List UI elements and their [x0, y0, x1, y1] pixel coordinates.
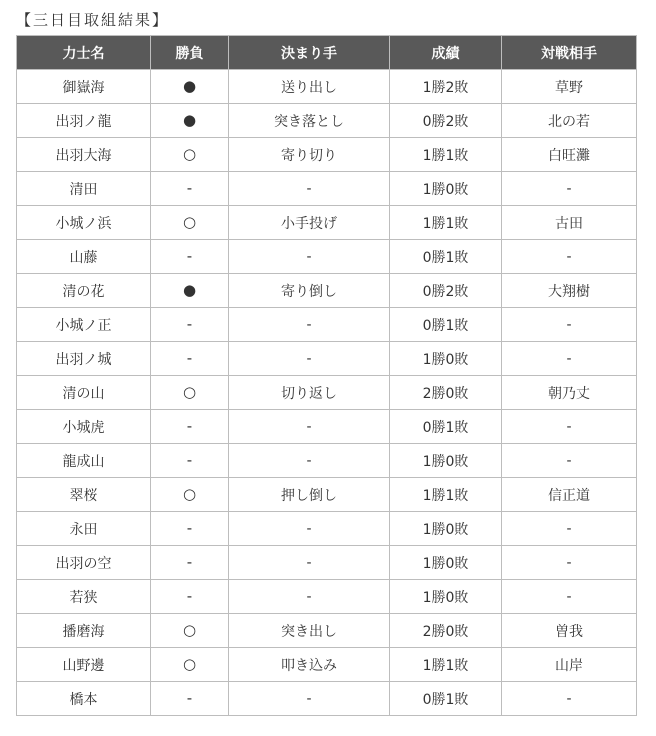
rikishi-name-cell: 永田 [17, 512, 151, 546]
kimarite-cell: 突き出し [229, 614, 390, 648]
result-mark-cell [151, 478, 229, 512]
table-row [17, 478, 637, 512]
result-mark: - [186, 246, 193, 265]
table-row [17, 376, 637, 410]
kimarite-cell: - [229, 342, 390, 376]
result-mark-cell [151, 172, 229, 206]
result-mark-cell [151, 206, 229, 240]
opponent-cell: - [502, 444, 637, 478]
kimarite-cell: 小手投げ [229, 206, 390, 240]
record-cell: 0勝1敗 [390, 682, 502, 716]
result-mark-cell [151, 410, 229, 444]
table-row [17, 104, 637, 138]
result-mark-cell [151, 274, 229, 308]
opponent-cell: - [502, 308, 637, 342]
kimarite-cell: - [229, 512, 390, 546]
rikishi-name-cell: 出羽ノ龍 [17, 104, 151, 138]
kimarite-cell: 突き落とし [229, 104, 390, 138]
kimarite-cell: - [229, 410, 390, 444]
opponent-cell: - [502, 682, 637, 716]
opponent-cell: 古田 [502, 206, 637, 240]
table-row [17, 172, 637, 206]
header-record: 成績 [390, 36, 502, 70]
result-mark: ○ [182, 144, 197, 163]
rikishi-name-cell: 出羽ノ城 [17, 342, 151, 376]
record-cell: 0勝2敗 [390, 104, 502, 138]
rikishi-name-cell: 小城ノ正 [17, 308, 151, 342]
opponent-cell: 大翔樹 [502, 274, 637, 308]
kimarite-cell: - [229, 444, 390, 478]
result-mark-cell [151, 342, 229, 376]
results-table [16, 35, 637, 716]
record-cell: 0勝1敗 [390, 240, 502, 274]
result-mark-cell [151, 104, 229, 138]
opponent-cell: - [502, 512, 637, 546]
result-mark: - [186, 450, 193, 469]
result-mark: - [186, 314, 193, 333]
opponent-cell: - [502, 342, 637, 376]
record-cell: 0勝1敗 [390, 308, 502, 342]
result-mark-cell [151, 580, 229, 614]
record-cell: 1勝1敗 [390, 478, 502, 512]
table-row [17, 546, 637, 580]
result-mark: ○ [182, 212, 197, 231]
record-cell: 1勝1敗 [390, 138, 502, 172]
result-mark: - [186, 416, 193, 435]
record-cell: 1勝2敗 [390, 70, 502, 104]
table-row [17, 206, 637, 240]
rikishi-name-cell: 清田 [17, 172, 151, 206]
opponent-cell: 曽我 [502, 614, 637, 648]
header-opponent: 対戦相手 [502, 36, 637, 70]
rikishi-name-cell: 橋本 [17, 682, 151, 716]
result-mark-cell [151, 648, 229, 682]
table-row [17, 308, 637, 342]
opponent-cell: - [502, 410, 637, 444]
table-row [17, 580, 637, 614]
record-cell: 0勝2敗 [390, 274, 502, 308]
result-mark-cell [151, 240, 229, 274]
header-rikishi-name: 力士名 [17, 36, 151, 70]
table-row [17, 682, 637, 716]
kimarite-cell: - [229, 308, 390, 342]
record-cell: 2勝0敗 [390, 614, 502, 648]
table-row [17, 410, 637, 444]
result-mark-cell [151, 376, 229, 410]
header-result: 勝負 [151, 36, 229, 70]
section-caption: 【三日目取組結果】 [16, 11, 170, 29]
header-kimarite: 決まり手 [229, 36, 390, 70]
result-mark-cell [151, 70, 229, 104]
rikishi-name-cell: 御嶽海 [17, 70, 151, 104]
table-header-row [17, 36, 637, 70]
table-row [17, 512, 637, 546]
rikishi-name-cell: 清の山 [17, 376, 151, 410]
table-row [17, 648, 637, 682]
kimarite-cell: 押し倒し [229, 478, 390, 512]
opponent-cell: 山岸 [502, 648, 637, 682]
result-mark: ● [182, 280, 197, 299]
opponent-cell: - [502, 546, 637, 580]
kimarite-cell: 寄り倒し [229, 274, 390, 308]
result-mark-cell [151, 682, 229, 716]
kimarite-cell: - [229, 546, 390, 580]
kimarite-cell: 切り返し [229, 376, 390, 410]
result-mark: - [186, 178, 193, 197]
opponent-cell: 朝乃丈 [502, 376, 637, 410]
rikishi-name-cell: 清の花 [17, 274, 151, 308]
opponent-cell: 白旺灘 [502, 138, 637, 172]
result-mark-cell [151, 546, 229, 580]
table-row [17, 614, 637, 648]
rikishi-name-cell: 播磨海 [17, 614, 151, 648]
result-mark: - [186, 348, 193, 367]
rikishi-name-cell: 山野邊 [17, 648, 151, 682]
record-cell: 1勝0敗 [390, 546, 502, 580]
result-mark: - [186, 586, 193, 605]
table-row [17, 274, 637, 308]
rikishi-name-cell: 翠桜 [17, 478, 151, 512]
rikishi-name-cell: 出羽大海 [17, 138, 151, 172]
table-row [17, 138, 637, 172]
kimarite-cell: 寄り切り [229, 138, 390, 172]
table-row [17, 70, 637, 104]
table-row [17, 240, 637, 274]
result-mark-cell [151, 444, 229, 478]
opponent-cell: - [502, 172, 637, 206]
rikishi-name-cell: 若狭 [17, 580, 151, 614]
record-cell: 1勝1敗 [390, 206, 502, 240]
opponent-cell: - [502, 580, 637, 614]
result-mark: ○ [182, 382, 197, 401]
rikishi-name-cell: 小城ノ浜 [17, 206, 151, 240]
result-mark: - [186, 688, 193, 707]
table-row [17, 444, 637, 478]
result-mark: ● [182, 110, 197, 129]
kimarite-cell: 叩き込み [229, 648, 390, 682]
kimarite-cell: - [229, 240, 390, 274]
result-mark-cell [151, 512, 229, 546]
rikishi-name-cell: 小城虎 [17, 410, 151, 444]
opponent-cell: 信正道 [502, 478, 637, 512]
record-cell: 1勝0敗 [390, 342, 502, 376]
table-row [17, 342, 637, 376]
rikishi-name-cell: 龍成山 [17, 444, 151, 478]
result-mark: ○ [182, 654, 197, 673]
result-mark-cell [151, 308, 229, 342]
kimarite-cell: - [229, 580, 390, 614]
record-cell: 1勝0敗 [390, 512, 502, 546]
table-body [17, 70, 637, 716]
result-mark: - [186, 518, 193, 537]
opponent-cell: 北の若 [502, 104, 637, 138]
result-mark-cell [151, 138, 229, 172]
result-mark: ○ [182, 484, 197, 503]
record-cell: 1勝0敗 [390, 580, 502, 614]
record-cell: 0勝1敗 [390, 410, 502, 444]
rikishi-name-cell: 出羽の空 [17, 546, 151, 580]
kimarite-cell: - [229, 682, 390, 716]
kimarite-cell: - [229, 172, 390, 206]
rikishi-name-cell: 山藤 [17, 240, 151, 274]
opponent-cell: - [502, 240, 637, 274]
record-cell: 1勝1敗 [390, 648, 502, 682]
result-mark: - [186, 552, 193, 571]
kimarite-cell: 送り出し [229, 70, 390, 104]
result-mark: ○ [182, 620, 197, 639]
record-cell: 2勝0敗 [390, 376, 502, 410]
record-cell: 1勝0敗 [390, 444, 502, 478]
opponent-cell: 草野 [502, 70, 637, 104]
result-mark: ● [182, 76, 197, 95]
result-mark-cell [151, 614, 229, 648]
record-cell: 1勝0敗 [390, 172, 502, 206]
